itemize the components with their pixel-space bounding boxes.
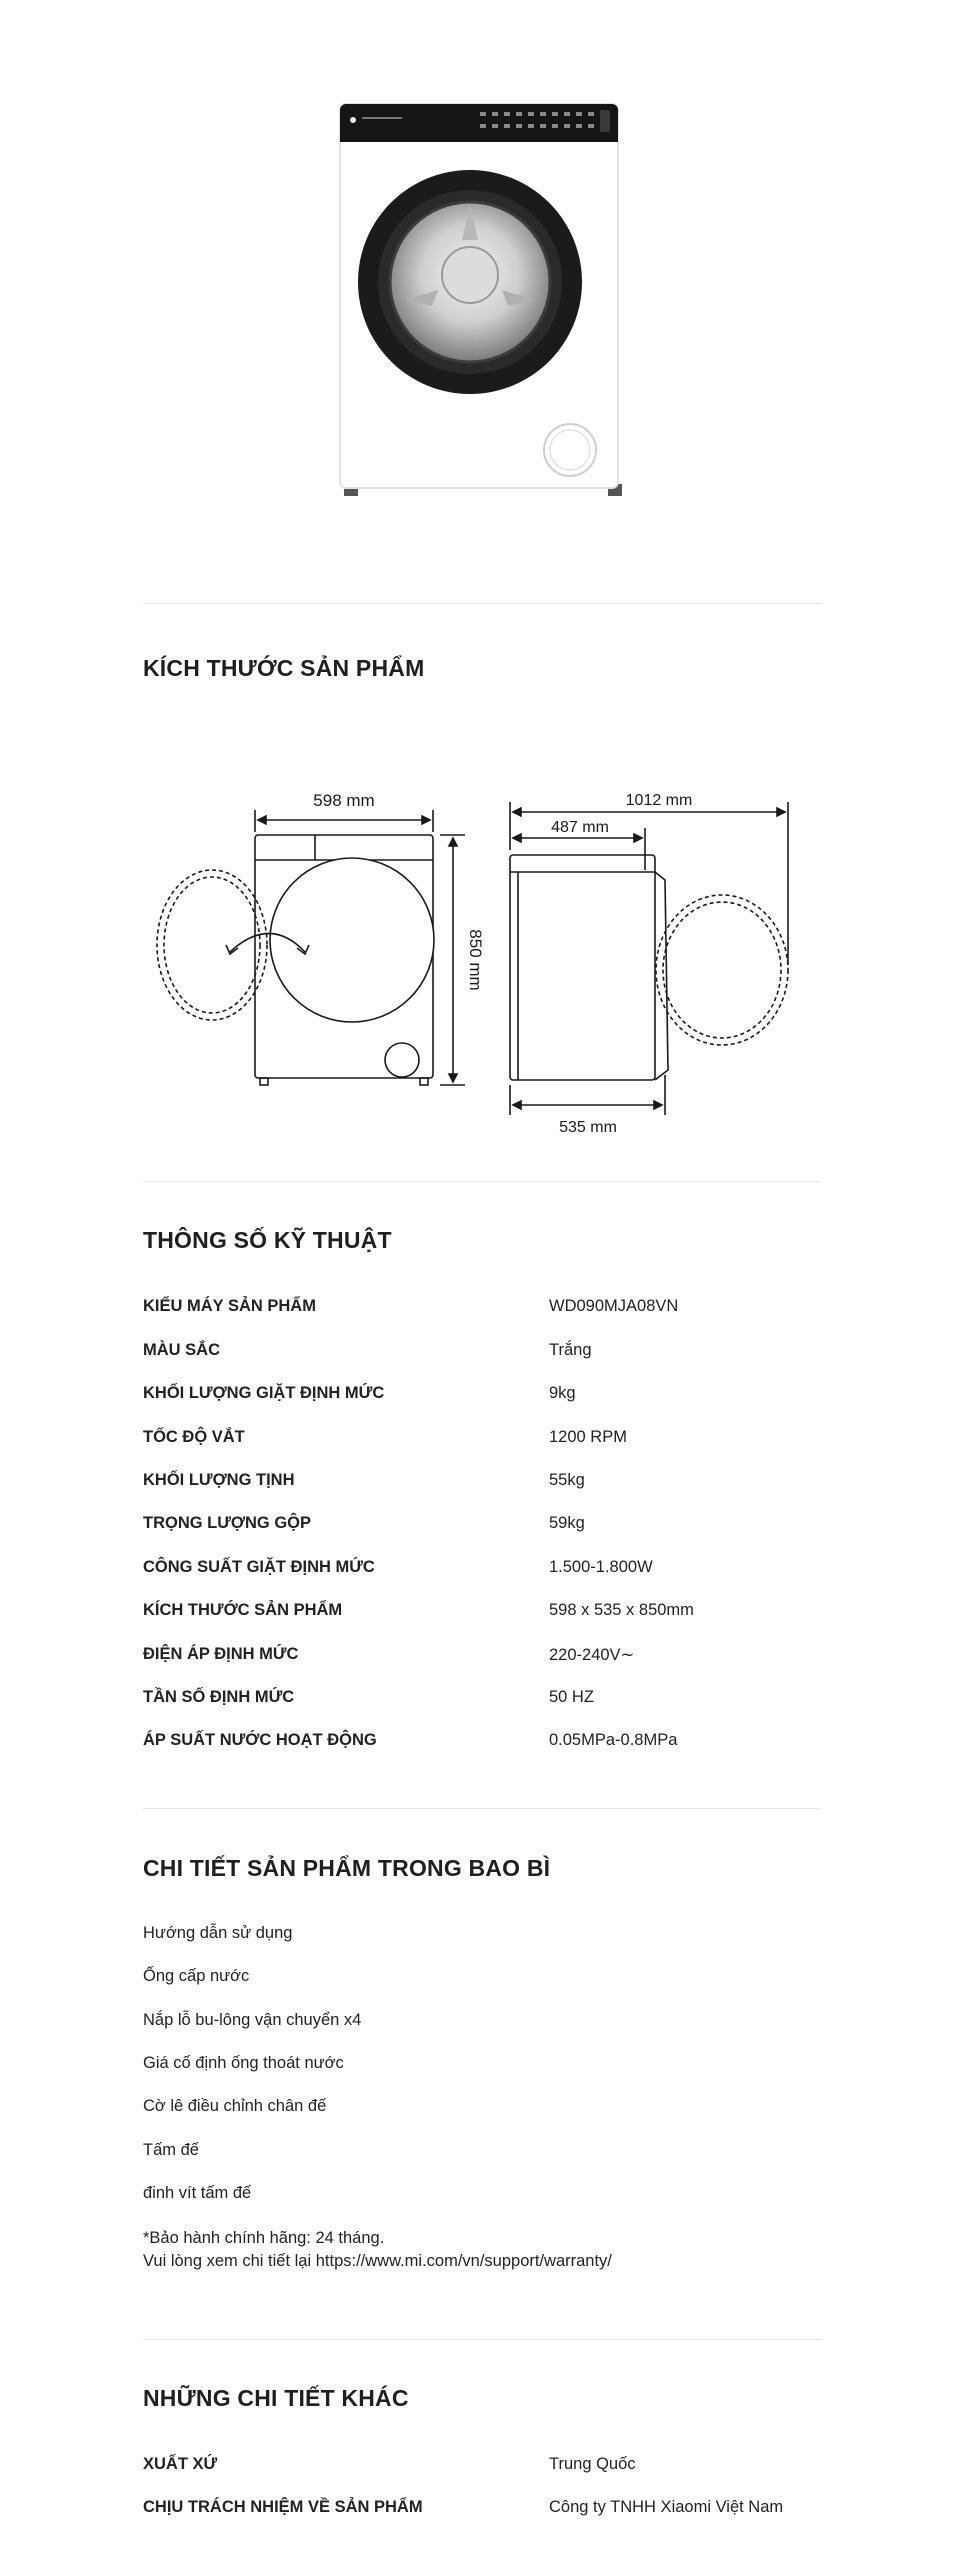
- table-row: [143, 1384, 843, 1428]
- table-row: [143, 1731, 843, 1775]
- spec-value: Trắng: [549, 1341, 592, 1359]
- divider: [143, 1808, 821, 1809]
- spec-value: 55kg: [549, 1471, 585, 1489]
- table-row: [143, 1297, 843, 1341]
- spec-value: 598 x 535 x 850mm: [549, 1601, 694, 1619]
- side-view-body: [510, 855, 655, 1080]
- depth-base-label: 535 mm: [559, 1119, 617, 1136]
- section-title-package: CHI TIẾT SẢN PHẨM TRONG BAO BÌ: [143, 1855, 551, 1881]
- spec-value: 0.05MPa-0.8MPa: [549, 1731, 678, 1749]
- spec-label: TỐC ĐỘ VẮT: [143, 1428, 245, 1446]
- spec-label: ÁP SUẤT NƯỚC HOẠT ĐỘNG: [143, 1731, 377, 1749]
- divider: [143, 603, 821, 604]
- table-row: [143, 1601, 843, 1645]
- dimension-diagram: [140, 780, 820, 1150]
- detail-label: XUẤT XỨ: [143, 2455, 218, 2473]
- table-row: [143, 1471, 843, 1515]
- table-row: [143, 1514, 843, 1558]
- spec-value: WD090MJA08VN: [549, 1297, 679, 1315]
- divider: [143, 1181, 821, 1182]
- spec-label: KHỐI LƯỢNG TỊNH: [143, 1471, 295, 1489]
- spec-label: TẦN SỐ ĐỊNH MỨC: [143, 1688, 295, 1706]
- section-title-other: NHỮNG CHI TIẾT KHÁC: [143, 2385, 409, 2411]
- list-item: Hướng dẫn sử dụng: [143, 1924, 293, 1942]
- list-item: Giá cố định ống thoát nước: [143, 2054, 344, 2072]
- table-row: [143, 1688, 843, 1732]
- detail-label: CHỊU TRÁCH NHIỆM VỀ SẢN PHẨM: [143, 2498, 423, 2516]
- list-item: Tấm đế: [143, 2141, 199, 2159]
- section-title-specs: THÔNG SỐ KỸ THUẬT: [143, 1227, 392, 1253]
- divider: [143, 2339, 821, 2340]
- warranty-note: [143, 2227, 612, 2273]
- spec-value: 1200 RPM: [549, 1428, 627, 1446]
- warranty-line: *Bảo hành chính hãng: 24 tháng.: [143, 2229, 385, 2247]
- spec-value: 9kg: [549, 1384, 576, 1402]
- depth-total-label: 1012 mm: [625, 792, 693, 809]
- spec-label: TRỌNG LƯỢNG GỘP: [143, 1514, 312, 1532]
- table-row: [143, 2498, 843, 2542]
- spec-label: KHỐI LƯỢNG GIẶT ĐỊNH MỨC: [143, 1384, 385, 1402]
- spec-label: KIỂU MÁY SẢN PHẨM: [143, 1297, 316, 1315]
- list-item: đinh vít tấm đế: [143, 2184, 252, 2202]
- spec-label: ĐIỆN ÁP ĐỊNH MỨC: [143, 1645, 299, 1663]
- warranty-link[interactable]: Vui lòng xem chi tiết lại https://www.mi.com/vn/support/warranty/: [143, 2252, 612, 2270]
- spec-label: KÍCH THƯỚC SẢN PHẨM: [143, 1601, 343, 1619]
- height-label: 850 mm: [466, 929, 485, 991]
- spec-value: 50 HZ: [549, 1688, 594, 1706]
- section-title-dimensions: KÍCH THƯỚC SẢN PHẨM: [143, 655, 425, 681]
- list-item: Cờ lê điều chỉnh chân đế: [143, 2097, 327, 2115]
- table-row: [143, 1558, 843, 1602]
- table-row: [143, 1341, 843, 1385]
- list-item: Ống cấp nước: [143, 1967, 250, 1985]
- width-label: 598 mm: [313, 791, 375, 810]
- table-row: [143, 1645, 843, 1689]
- list-item: Nắp lỗ bu-lông vận chuyển x4: [143, 2011, 362, 2029]
- spec-value: 1.500-1.800W: [549, 1558, 653, 1576]
- table-row: [143, 2455, 843, 2499]
- spec-value: 59kg: [549, 1514, 585, 1532]
- product-image: [0, 0, 964, 560]
- detail-value: Công ty TNHH Xiaomi Việt Nam: [549, 2498, 784, 2516]
- washing-machine-illustration: [0, 0, 964, 560]
- depth-body-label: 487 mm: [551, 819, 609, 836]
- spec-label: CÔNG SUẤT GIẶT ĐỊNH MỨC: [143, 1558, 375, 1576]
- spec-label: MÀU SẮC: [143, 1341, 220, 1359]
- detail-value: Trung Quốc: [549, 2455, 636, 2473]
- spec-value: 220-240V∼: [549, 1646, 635, 1664]
- table-row: [143, 1428, 843, 1472]
